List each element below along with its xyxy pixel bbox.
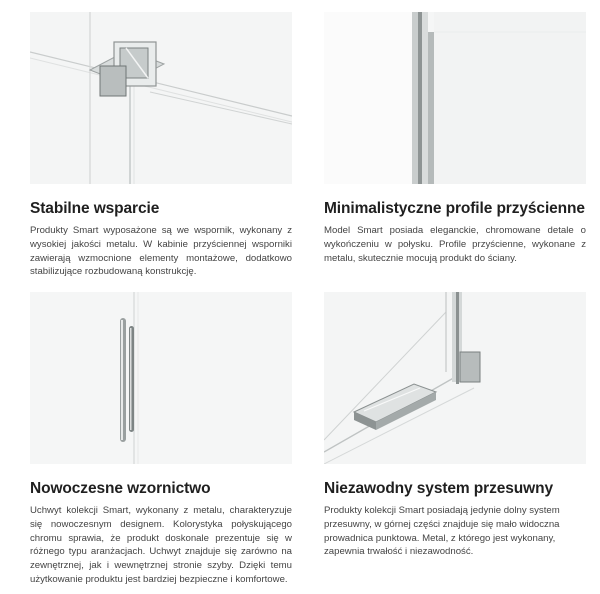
wall-profile-illustration: [324, 12, 586, 184]
feature-card-sliding-system: [324, 292, 586, 559]
feature-card-wall-profiles: [324, 12, 586, 265]
feature-description: Uchwyt kolekcji Smart, wykonany z metalu, charakteryzuje się nowoczesnym designem. Kolorystyka połyskującego chromu sprawia, że produkt doskonale prezentuje się w różnego typu aranżacjach. Uchwyt znajduje się zarówno na zewnętrznej, jak i wewnętrznej stronie szyby. Dzięki temu użytkowanie produktu jest bardziej bezpieczne i komfortowe.: [30, 505, 292, 585]
feature-card-stable-support: [30, 12, 292, 279]
feature-title: Stabilne wsparcie: [30, 200, 160, 217]
feature-description: Produkty kolekcji Smart posiadają jedynie dolny system przesuwny, w górnej części znajduje się mało widoczna prowadnica punktowa. Metal, z którego jest wykonany, zapewnia trwałość i niezawodność.: [324, 505, 560, 558]
feature-description: Model Smart posiada eleganckie, chromowane detale o wykończeniu w połysku. Profile przyścienne, wykonane z metalu, skutecznie mocują produkt do ściany.: [324, 225, 586, 264]
door-handle-illustration: [30, 292, 292, 464]
sliding-door-bracket-illustration: [30, 12, 292, 184]
feature-title: Minimalistyczne profile przyścienne: [324, 200, 585, 217]
sliding-system-photo: [324, 292, 586, 464]
door-handle-photo: [30, 292, 292, 464]
feature-card-modern-design: [30, 292, 292, 587]
wall-profile-photo: [324, 12, 586, 184]
feature-description: Produkty Smart wyposażone są we wspornik, wykonany z wysokiej jakości metalu. W kabinie przyściennej wsporniki zawierają wzmocnione elementy montażowe, dodatkowo stabilizujące rozbudowaną konstrukcję.: [30, 225, 292, 278]
feature-title: Niezawodny system przesuwny: [324, 480, 554, 497]
sliding-system-illustration: [324, 292, 586, 464]
sliding-door-bracket-photo: [30, 12, 292, 184]
feature-title: Nowoczesne wzornictwo: [30, 480, 211, 497]
